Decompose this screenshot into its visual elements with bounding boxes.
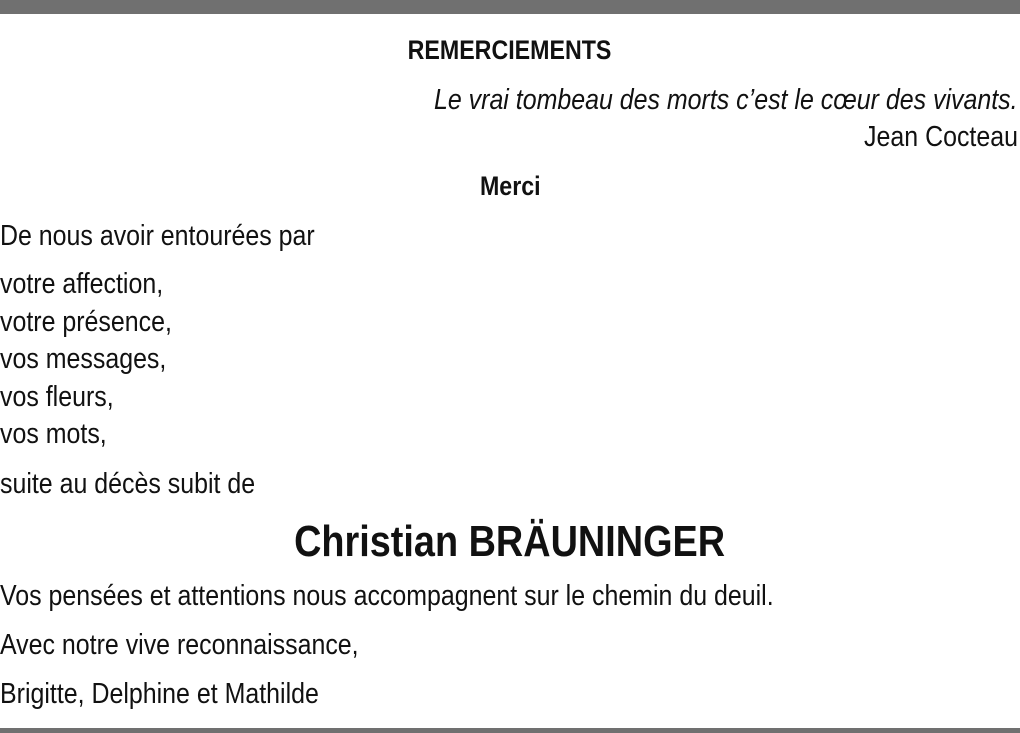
list-item: votre présence,	[0, 306, 172, 338]
merci-heading	[0, 168, 1020, 204]
list-item: votre affection,	[0, 268, 164, 300]
quote-text	[339, 82, 1018, 118]
bottom-rule	[0, 728, 1020, 733]
merci-heading-text: Merci	[479, 171, 541, 201]
gratitude-line: Avec notre vive reconnaissance,	[0, 629, 359, 661]
quote-text-span: Le vrai tombeau des morts c’est le cœur des vivants.	[434, 84, 1018, 116]
deceased-name	[0, 517, 1020, 567]
top-rule	[0, 0, 1020, 14]
suite-line: suite au décès subit de	[0, 468, 256, 500]
notice-title	[0, 32, 1020, 68]
list-item: vos fleurs,	[0, 381, 114, 413]
list-item: vos mots,	[0, 418, 107, 450]
quote-author-text: Jean Cocteau	[864, 121, 1018, 153]
thoughts-line: Vos pensées et attentions nous accompagnent sur le chemin du deuil.	[0, 580, 774, 612]
notice-title-text: REMERCIEMENTS	[408, 35, 612, 65]
list-item: vos messages,	[0, 343, 167, 375]
deceased-name-text: Christian BRÄUNINGER	[294, 517, 726, 566]
intro-line: De nous avoir entourées par	[0, 220, 315, 252]
signatories-line: Brigitte, Delphine et Mathilde	[0, 678, 319, 710]
quote-author	[839, 119, 1018, 155]
